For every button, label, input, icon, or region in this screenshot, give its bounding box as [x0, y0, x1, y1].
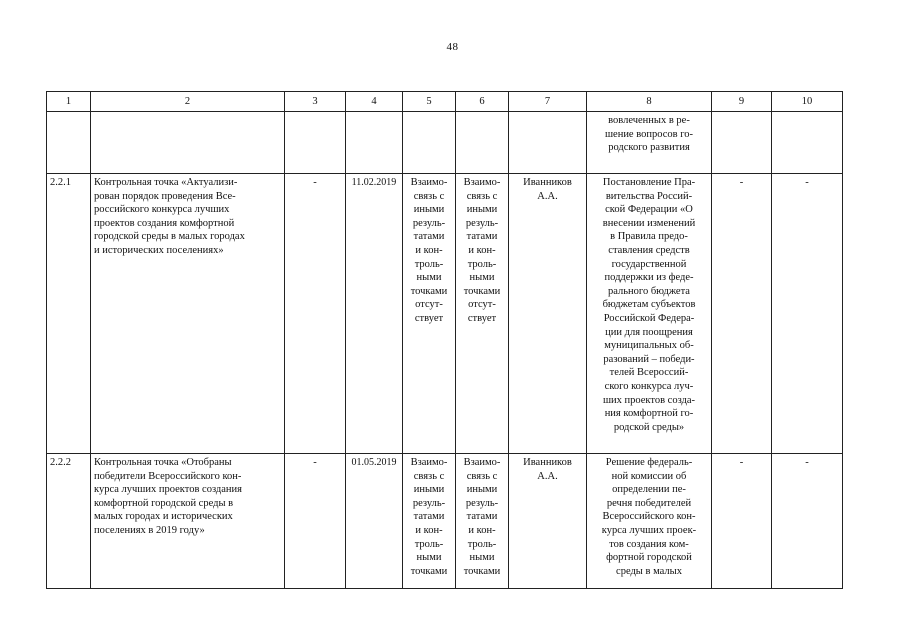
header-row	[47, 92, 843, 112]
cell-col5: Взаимо- связь с иными резуль- татами и кон- троль- ными точками отсут- ствует	[403, 174, 456, 454]
cell-col10: -	[772, 454, 843, 589]
cell-col10: -	[772, 174, 843, 454]
cell-col6	[456, 112, 509, 174]
table-row	[47, 174, 843, 454]
cell-col3	[285, 112, 346, 174]
cell-document: вовлеченных в ре- шение вопросов го- родского развития	[587, 112, 712, 174]
cell-col3: -	[285, 454, 346, 589]
header-cell: 4	[346, 92, 403, 112]
item-number: 2.2.2	[47, 454, 91, 589]
header-cell: 1	[47, 92, 91, 112]
header-cell: 3	[285, 92, 346, 112]
header-cell: 6	[456, 92, 509, 112]
page-number: 48	[446, 41, 459, 53]
cell-col6: Взаимо- связь с иными резуль- татами и кон- троль- ными точками отсут- ствует	[456, 174, 509, 454]
cell-responsible	[509, 112, 587, 174]
header-cell: 9	[712, 92, 772, 112]
header-cell: 5	[403, 92, 456, 112]
item-description: Контрольная точка «Актуализи- рован порядок проведения Все- российского конкурса лучших проектов создания комфортной городской среды в малых городах и исторических поселениях»	[91, 174, 285, 454]
table-row	[47, 112, 843, 174]
cell-col3: -	[285, 174, 346, 454]
header-cell: 10	[772, 92, 843, 112]
cell-document: Постановление Пра- вительства Россий- ской Федерации «О внесении изменений в Правила предо- ставления средств государственной поддержки из феде- рального бюджета бюджетам субъектов Российской Федера- ции для поощрения муниципальных об- разований – победи- телей Всероссий- ского конкурса луч- ших проектов созда- ния комфортной го- родской среды»	[587, 174, 712, 454]
cell-date: 11.02.2019	[346, 174, 403, 454]
cell-col9	[712, 112, 772, 174]
item-description	[91, 112, 285, 174]
cell-col9: -	[712, 454, 772, 589]
header-cell: 7	[509, 92, 587, 112]
item-description: Контрольная точка «Отобраны победители Всероссийского кон- курса лучших проектов создания комфортной городской среды в малых городах и исторических поселениях в 2019 году»	[91, 454, 285, 589]
cell-col10	[772, 112, 843, 174]
header-cell: 8	[587, 92, 712, 112]
cell-col6: Взаимо- связь с иными резуль- татами и кон- троль- ными точками	[456, 454, 509, 589]
cell-col5: Взаимо- связь с иными резуль- татами и кон- троль- ными точками	[403, 454, 456, 589]
control-points-table	[46, 91, 843, 589]
cell-responsible: Иванников А.А.	[509, 174, 587, 454]
cell-responsible: Иванников А.А.	[509, 454, 587, 589]
cell-document: Решение федераль- ной комиссии об определении пе- речня победителей Всероссийского кон- курса лучших проек- тов создания ком- фортной городской среды в малых	[587, 454, 712, 589]
cell-date: 01.05.2019	[346, 454, 403, 589]
cell-date	[346, 112, 403, 174]
header-cell: 2	[91, 92, 285, 112]
cell-col9: -	[712, 174, 772, 454]
item-number: 2.2.1	[47, 174, 91, 454]
table-row	[47, 454, 843, 589]
cell-col5	[403, 112, 456, 174]
item-number	[47, 112, 91, 174]
